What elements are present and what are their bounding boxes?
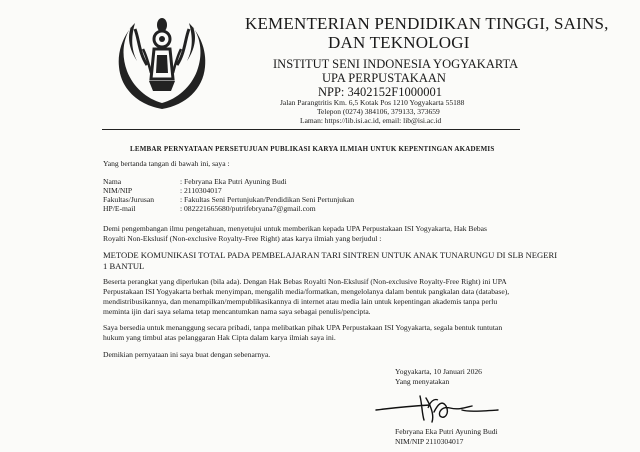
field-label-nim: NIM/NIP <box>103 186 133 195</box>
header-divider <box>102 129 520 130</box>
paragraph-consent-line1: Demi pengembangan ilmu pengetahuan, menyetujui untuk memberikan kepada UPA Perpustakaan ISI Yogyakarta, Hak Bebas <box>103 224 487 233</box>
ministry-name-line2: DAN TEKNOLOGI <box>328 33 470 52</box>
field-label-name: Nama <box>103 177 122 186</box>
field-label-contact: HP/E-mail <box>103 204 136 213</box>
signer-id: NIM/NIP 2110304017 <box>395 437 464 446</box>
paragraph-liability-line2: hukum yang timbul atas pelanggaran Hak Cipta dalam karya ilmiah saya ini. <box>103 333 336 342</box>
document-title: LEMBAR PERNYATAAN PERSETUJUAN PUBLIKASI KARYA ILMIAH UNTUK KEPENTINGAN AKADEMIS <box>130 145 495 153</box>
ministry-name-line1: KEMENTERIAN PENDIDIKAN TINGGI, SAINS, <box>245 14 609 33</box>
field-value-nim: : 2110304017 <box>180 186 222 195</box>
work-title-line1: METODE KOMUNIKASI TOTAL PADA PEMBELAJARAN TARI SINTREN UNTUK ANAK TUNARUNGU DI SLB NEGERI <box>103 250 558 260</box>
address-line: Jalan Parangtritis Km. 6,5 Kotak Pos 1210 Yogyakarta 55188 <box>280 98 465 107</box>
field-value-name: : Febryana Eka Putri Ayuning Budi <box>180 177 287 186</box>
work-title-line2: 1 BANTUL <box>103 261 145 271</box>
intro-text: Yang bertanda tangan di bawah ini, saya : <box>103 159 230 168</box>
paragraph-consent-line2: Royalti Non-Ekslusif (Non-exclusive Royalty-Free Right) atas karya ilmiah yang berjudul : <box>103 234 382 243</box>
institution-emblem <box>113 9 211 112</box>
signer-name: Febryana Eka Putri Ayuning Budi <box>395 427 498 436</box>
paragraph-rights-line3: mendistribusikannya, dan menampilkan/mempublikasikannya di internet atau media lain untuk kepentingan akademis tanpa perlu <box>103 297 498 306</box>
handwritten-signature <box>372 386 502 426</box>
website-email-line: Laman: https://lib.isi.ac.id, email: lib@isi.ac.id <box>300 116 442 125</box>
institute-name: INSTITUT SENI INDONESIA YOGYAKARTA <box>273 57 519 71</box>
closing-statement: Demikian pernyataan ini saya buat dengan sebenarnya. <box>103 350 271 359</box>
paragraph-rights-line1: Beserta perangkat yang diperlukan (bila ada). Dengan Hak Bebas Royalti Non-Ekslusif (Non-exclusive Royalty-Free Right) ini UPA <box>103 277 507 286</box>
npp-number: NPP: 3402152F1000001 <box>318 85 442 99</box>
paragraph-liability-line1: Saya bersedia untuk menanggung secara pribadi, tanpa melibatkan pihak UPA Perpustakaan ISI Yogyakarta, segala bentuk tuntutan <box>103 323 503 332</box>
place-date: Yogyakarta, 10 Januari 2026 <box>395 367 482 376</box>
paragraph-rights-line4: meminta ijin dari saya selama tetap mencantumkan nama saya sebagai penulis/pencipta. <box>103 307 371 316</box>
field-value-faculty: : Fakultas Seni Pertunjukan/Pendidikan Seni Pertunjukan <box>180 195 355 204</box>
unit-name: UPA PERPUSTAKAAN <box>322 71 446 85</box>
declarant-label: Yang menyatakan <box>395 377 450 386</box>
phone-line: Telepon (0274) 384106, 379133, 373659 <box>317 107 440 116</box>
field-value-contact: : 082221665680/putrifebryana7@gmail.com <box>180 204 316 213</box>
paragraph-rights-line2: Perpustakaan ISI Yogyakarta berhak menyimpan, mengalih media/formatkan, mengelolanya dalam bentuk pangkalan data (database), <box>103 287 510 296</box>
field-label-faculty: Fakultas/Jurusan <box>103 195 155 204</box>
